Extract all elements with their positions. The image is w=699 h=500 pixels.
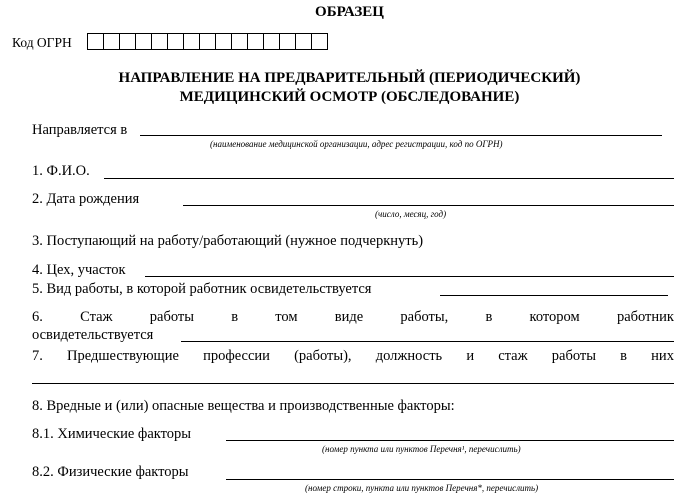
previous-professions-word: стаж — [498, 348, 528, 364]
shop-field[interactable] — [145, 276, 674, 277]
ogrn-cell[interactable] — [215, 33, 232, 50]
experience-word: виде — [334, 309, 364, 325]
ogrn-cells[interactable] — [88, 33, 328, 50]
ogrn-cell[interactable] — [119, 33, 136, 50]
previous-professions-word: (работы), — [294, 348, 352, 364]
ogrn-cell[interactable] — [199, 33, 216, 50]
experience-word: котором — [529, 309, 580, 325]
previous-professions-label — [32, 348, 674, 365]
heading-line-1: НАПРАВЛЕНИЕ НА ПРЕДВАРИТЕЛЬНЫЙ (ПЕРИОДИЧЕСКИЙ) — [118, 70, 581, 86]
ogrn-cell[interactable] — [231, 33, 248, 50]
experience-label — [32, 309, 674, 326]
ogrn-cell[interactable] — [87, 33, 104, 50]
previous-professions-word: работы — [551, 348, 596, 364]
ogrn-cell[interactable] — [263, 33, 280, 50]
birth-field[interactable] — [183, 205, 674, 206]
birth-label: 2. Дата рождения — [32, 191, 140, 207]
experience-word: Стаж — [80, 309, 113, 325]
chemical-factors-hint: (номер пункта или пунктов Перечня¹, перечислить) — [322, 444, 521, 454]
fio-field[interactable] — [104, 178, 674, 179]
experience-word: работник — [616, 309, 674, 325]
previous-professions-word: должность — [375, 348, 443, 364]
ogrn-cell[interactable] — [167, 33, 184, 50]
work-type-label: 5. Вид работы, в которой работник освидетельствуется — [32, 281, 372, 297]
experience-word: в — [231, 309, 239, 325]
ogrn-cell[interactable] — [151, 33, 168, 50]
ogrn-cell[interactable] — [295, 33, 312, 50]
previous-professions-word: Предшествующие — [67, 348, 179, 364]
experience-word: том — [275, 309, 298, 325]
previous-professions-word: них — [651, 348, 674, 364]
previous-professions-word: 7. — [32, 348, 43, 364]
sent-to-hint: (наименование медицинской организации, адрес регистрации, код по ОГРН) — [210, 139, 503, 149]
ogrn-cell[interactable] — [247, 33, 264, 50]
sent-to-field[interactable] — [140, 135, 662, 136]
chemical-factors-field[interactable] — [226, 440, 674, 441]
previous-professions-field[interactable] — [32, 383, 674, 384]
previous-professions-word: профессии — [203, 348, 270, 364]
harmful-factors-label: 8. Вредные и (или) опасные вещества и производственные факторы: — [32, 398, 455, 414]
heading-line-2: МЕДИЦИНСКИЙ ОСМОТР (ОБСЛЕДОВАНИЕ) — [179, 89, 520, 105]
document-title: ОБРАЗЕЦ — [315, 4, 384, 20]
experience-continuation: освидетельствуется — [32, 327, 154, 343]
previous-professions-word: и — [466, 348, 475, 364]
experience-word: в — [485, 309, 493, 325]
worker-status-label: 3. Поступающий на работу/работающий (нужное подчеркнуть) — [32, 233, 424, 249]
birth-hint: (число, месяц, год) — [375, 209, 447, 219]
sent-to-label: Направляется в — [32, 122, 128, 138]
experience-word: работы — [149, 309, 194, 325]
ogrn-label: Код ОГРН — [12, 35, 72, 50]
experience-word: работы, — [400, 309, 449, 325]
physical-factors-hint: (номер строки, пункта или пунктов Перечня*, перечислить) — [305, 483, 539, 493]
ogrn-cell[interactable] — [135, 33, 152, 50]
physical-factors-field[interactable] — [226, 479, 674, 480]
physical-factors-label: 8.2. Физические факторы — [32, 464, 189, 480]
ogrn-cell[interactable] — [103, 33, 120, 50]
shop-label: 4. Цех, участок — [32, 262, 126, 278]
previous-professions-word: в — [620, 348, 628, 364]
experience-word: 6. — [32, 309, 43, 325]
chemical-factors-label: 8.1. Химические факторы — [32, 426, 192, 442]
ogrn-cell[interactable] — [279, 33, 296, 50]
fio-label: 1. Ф.И.О. — [32, 163, 90, 179]
ogrn-cell[interactable] — [183, 33, 200, 50]
ogrn-cell[interactable] — [311, 33, 328, 50]
work-type-field[interactable] — [440, 295, 668, 296]
experience-field[interactable] — [181, 341, 674, 342]
